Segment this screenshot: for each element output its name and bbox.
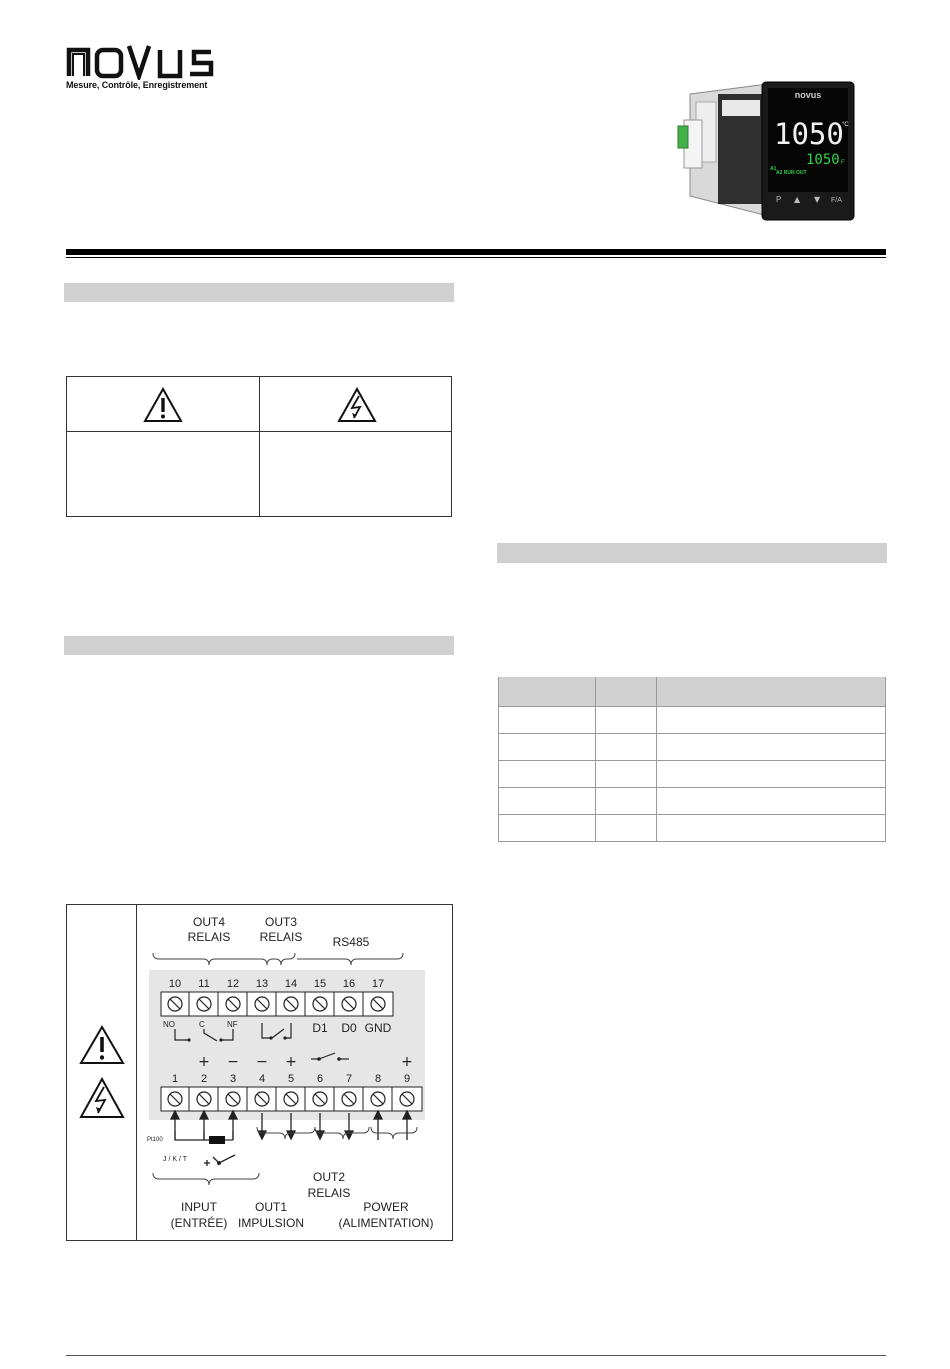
label-out4: OUT4 (192, 915, 226, 929)
key-fa: F/A (831, 197, 842, 204)
section-bar-installation (64, 636, 454, 655)
sign-minus: − (256, 1054, 268, 1070)
terminal-number: 5 (287, 1073, 295, 1085)
sign-plus: + (198, 1054, 210, 1070)
label-out3-relais: RELAIS (259, 930, 303, 944)
label-gnd: GND (364, 1021, 392, 1035)
label-d1: D1 (312, 1021, 328, 1035)
label-out3: OUT3 (264, 915, 298, 929)
label-no: NO (163, 1020, 175, 1029)
key-down: ▼ (814, 195, 821, 204)
terminal-number: 6 (316, 1073, 324, 1085)
caution-triangle-icon (143, 387, 183, 423)
terminal-number: 10 (168, 978, 182, 990)
terminal-number: 13 (255, 978, 269, 990)
label-jkt: J / K / T (163, 1156, 187, 1163)
wiring-diagram-box (66, 904, 453, 1241)
table-header-row (499, 677, 886, 707)
sign-minus: − (227, 1054, 239, 1070)
product-photo (676, 74, 856, 224)
table-row (499, 815, 886, 842)
terminal-number: 15 (313, 978, 327, 990)
section-bar-safety (64, 283, 454, 302)
warning-symbols-table (66, 376, 452, 517)
terminal-number: 4 (258, 1073, 266, 1085)
terminal-number: 11 (198, 978, 210, 990)
sign-plus: + (401, 1054, 413, 1070)
terminal-number: 14 (284, 978, 298, 990)
header-rule-thin (66, 257, 886, 258)
label-nf: NF (227, 1020, 238, 1029)
footer-rule (66, 1355, 886, 1356)
table-row (499, 788, 886, 815)
label-pt100: Pt100 (147, 1137, 163, 1143)
label-out4-relais: RELAIS (187, 930, 231, 944)
label-out1: OUT1 (254, 1200, 288, 1214)
terminal-number: 9 (403, 1073, 411, 1085)
label-c: C (199, 1020, 205, 1029)
label-out2-relais: RELAIS (307, 1186, 351, 1200)
label-impulsion: IMPULSION (237, 1216, 305, 1230)
svg-text:A1: A1 (770, 166, 777, 172)
electric-shock-icon (337, 387, 377, 423)
svg-text:A2 RUN OUT: A2 RUN OUT (776, 170, 807, 176)
label-rs485: RS485 (332, 935, 370, 949)
svg-text:°C: °C (842, 122, 849, 128)
label-power: POWER (363, 1200, 409, 1214)
terminal-diagram (139, 907, 449, 1239)
terminal-number: 7 (345, 1073, 353, 1085)
display-sv: 1050 (806, 152, 840, 168)
display-brand: novus (794, 90, 822, 100)
label-d0: D0 (341, 1021, 357, 1035)
terminal-number: 16 (342, 978, 356, 990)
caution-triangle-icon (79, 1025, 125, 1065)
header-rule (66, 249, 886, 255)
terminal-number: 12 (226, 978, 240, 990)
label-alimentation: (ALIMENTATION) (338, 1216, 434, 1230)
electric-shock-icon (79, 1077, 125, 1119)
pt100-resistor (209, 1136, 225, 1144)
terminal-number: 1 (171, 1073, 179, 1085)
key-up: ▲ (794, 195, 801, 204)
label-entree: (ENTRÉE) (170, 1216, 228, 1230)
specs-table (498, 677, 886, 842)
section-bar-specs (497, 543, 887, 563)
brand-tagline: Mesure, Contrôle, Enregistrement (66, 80, 208, 90)
table-row (499, 707, 886, 734)
label-input: INPUT (181, 1200, 217, 1214)
terminal-number: 8 (374, 1073, 382, 1085)
label-out2: OUT2 (312, 1170, 346, 1184)
display-pv: 1050 (774, 117, 844, 151)
key-p: P (776, 195, 782, 204)
terminal-number: 3 (229, 1073, 237, 1085)
table-row (499, 761, 886, 788)
table-row (499, 734, 886, 761)
terminal-number: 2 (200, 1073, 208, 1085)
novus-logo-mark (66, 40, 226, 80)
sign-plus: + (285, 1054, 297, 1070)
terminal-number: 17 (371, 978, 385, 990)
svg-text:F: F (841, 160, 845, 166)
